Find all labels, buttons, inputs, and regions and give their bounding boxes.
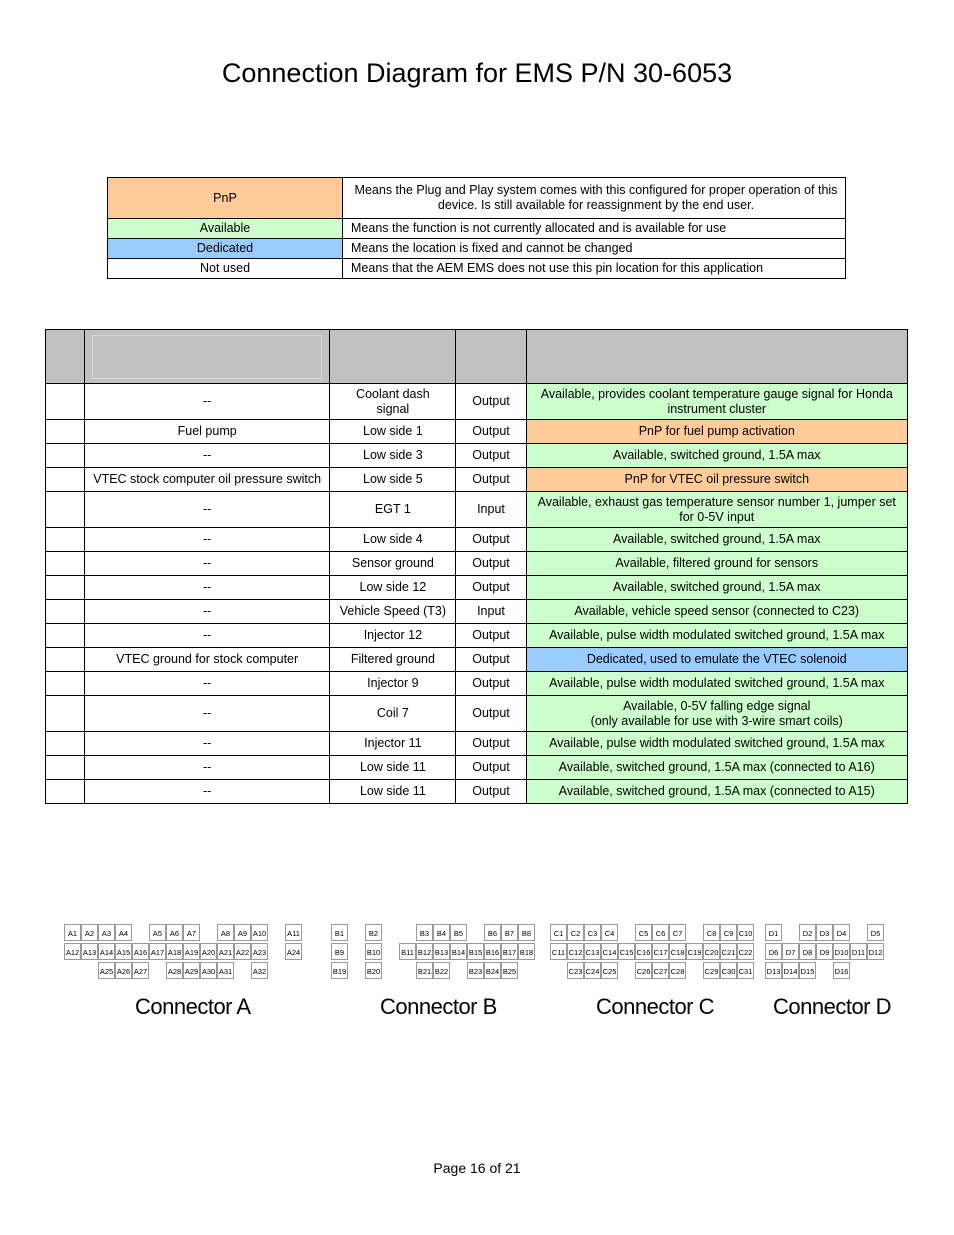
legend-label: Not used: [108, 259, 343, 279]
connector-pin: B22: [433, 962, 450, 979]
connector-pin: A4: [115, 924, 132, 941]
connector-b-row: [331, 943, 535, 960]
io-cell: Output: [456, 444, 526, 468]
stock-function-cell: VTEC stock computer oil pressure switch: [85, 468, 330, 492]
stock-function-cell: --: [85, 600, 330, 624]
connector-pin: [686, 924, 703, 941]
pin-cell: [46, 576, 85, 600]
io-cell: Output: [456, 468, 526, 492]
connector-pin: B9: [331, 943, 348, 960]
connector-pin: C25: [601, 962, 618, 979]
connector-pin: [399, 924, 416, 941]
connector-pin: C7: [669, 924, 686, 941]
stock-function-cell: --: [85, 780, 330, 804]
connector-pin: C19: [686, 943, 703, 960]
stock-function-cell: --: [85, 552, 330, 576]
table-row: [46, 780, 908, 804]
stock-function-cell: --: [85, 492, 330, 528]
connector-pin: B21: [416, 962, 433, 979]
stock-function-cell: Fuel pump: [85, 420, 330, 444]
table-header-row: [46, 330, 908, 384]
notes-cell: Available, exhaust gas temperature sensor number 1, jumper set for 0-5V input: [526, 492, 907, 528]
table-row: [46, 528, 908, 552]
legend-row: [108, 259, 846, 279]
table-row: [46, 492, 908, 528]
connector-pin: A23: [251, 943, 268, 960]
connector-pin: A32: [251, 962, 268, 979]
connector-pin: A16: [132, 943, 149, 960]
connector-pin: B5: [450, 924, 467, 941]
connector-pin: [348, 962, 365, 979]
ems-function-cell: Injector 12: [330, 624, 456, 648]
connector-pin: C14: [601, 943, 618, 960]
connector-pin: C15: [618, 943, 635, 960]
notes-cell: Available, 0-5V falling edge signal (only available for use with 3-wire smart coils): [526, 696, 907, 732]
connector-b-label: Connector B: [380, 994, 497, 1019]
connector-pin: A25: [98, 962, 115, 979]
pin-cell: [46, 420, 85, 444]
connector-pin: C11: [550, 943, 567, 960]
connector-pin: C21: [720, 943, 737, 960]
connector-c-row: [550, 962, 754, 979]
connector-pin: [268, 943, 285, 960]
connector-pin: D4: [833, 924, 850, 941]
connector-pin: A1: [64, 924, 81, 941]
connector-pin: [234, 962, 251, 979]
ems-function-cell: Vehicle Speed (T3): [330, 600, 456, 624]
legend-description: Means the function is not currently allocated and is available for use: [343, 219, 846, 239]
connector-pin: [268, 924, 285, 941]
connector-pin: C13: [584, 943, 601, 960]
connector-pin: C23: [567, 962, 584, 979]
connector-pin: A10: [251, 924, 268, 941]
notes-cell: Available, pulse width modulated switched ground, 1.5A max: [526, 624, 907, 648]
connector-pin: B10: [365, 943, 382, 960]
connector-pin: A24: [285, 943, 302, 960]
pin-cell: [46, 528, 85, 552]
pin-cell: [46, 780, 85, 804]
io-cell: Output: [456, 420, 526, 444]
connector-pin: [467, 924, 484, 941]
connector-pin: [149, 962, 166, 979]
header-cell: [330, 330, 456, 384]
connector-pin: C6: [652, 924, 669, 941]
connector-pin: D5: [867, 924, 884, 941]
connector-pin: B18: [518, 943, 535, 960]
connector-pin: [850, 962, 867, 979]
ems-function-cell: Low side 1: [330, 420, 456, 444]
ems-function-cell: Coil 7: [330, 696, 456, 732]
connector-pin: [382, 924, 399, 941]
connector-pin: C2: [567, 924, 584, 941]
stock-function-cell: --: [85, 624, 330, 648]
connector-pin: D15: [799, 962, 816, 979]
connector-pin: [618, 924, 635, 941]
connector-pin: A11: [285, 924, 302, 941]
connector-b-row: [331, 924, 535, 941]
connector-pin: [399, 962, 416, 979]
connector-pin: C3: [584, 924, 601, 941]
table-row: [46, 624, 908, 648]
connector-pin: [850, 924, 867, 941]
connector-pin: C16: [635, 943, 652, 960]
notes-cell: Available, provides coolant temperature gauge signal for Honda instrument cluster: [526, 384, 907, 420]
connector-d-row: [765, 962, 884, 979]
connector-pin: C17: [652, 943, 669, 960]
connector-pin: A31: [217, 962, 234, 979]
ems-function-cell: Injector 11: [330, 732, 456, 756]
header-cell: [85, 330, 330, 384]
stock-function-cell: --: [85, 576, 330, 600]
notes-cell: Dedicated, used to emulate the VTEC solenoid: [526, 648, 907, 672]
connector-pin: B25: [501, 962, 518, 979]
connector-pin: [132, 924, 149, 941]
connector-pin: D10: [833, 943, 850, 960]
connector-pin: [782, 924, 799, 941]
connector-d-row: [765, 943, 884, 960]
connector-c-row: [550, 924, 754, 941]
notes-cell: Available, switched ground, 1.5A max: [526, 528, 907, 552]
connector-pin: C12: [567, 943, 584, 960]
connector-pin: D8: [799, 943, 816, 960]
connector-pin: B15: [467, 943, 484, 960]
table-row: [46, 672, 908, 696]
connector-pin: [867, 962, 884, 979]
ems-function-cell: Low side 11: [330, 756, 456, 780]
notes-cell: Available, pulse width modulated switched ground, 1.5A max: [526, 732, 907, 756]
connector-pin: [64, 962, 81, 979]
notes-cell: Available, switched ground, 1.5A max: [526, 576, 907, 600]
pin-table: [45, 329, 908, 804]
connector-pin: [348, 924, 365, 941]
connector-pin: C5: [635, 924, 652, 941]
connector-pin: [518, 962, 535, 979]
ems-function-cell: Sensor ground: [330, 552, 456, 576]
page-title: Connection Diagram for EMS P/N 30-6053: [221, 58, 733, 88]
connector-pin: C24: [584, 962, 601, 979]
connector-pin: D6: [765, 943, 782, 960]
connector-pin: C20: [703, 943, 720, 960]
connector-pin: B20: [365, 962, 382, 979]
table-row: [46, 552, 908, 576]
ems-function-cell: Low side 12: [330, 576, 456, 600]
stock-function-cell: --: [85, 384, 330, 420]
connector-pin: C29: [703, 962, 720, 979]
legend-label: Available: [108, 219, 343, 239]
connector-pin: B12: [416, 943, 433, 960]
notes-cell: Available, switched ground, 1.5A max (connected to A16): [526, 756, 907, 780]
connector-a-label: Connector A: [135, 994, 251, 1019]
io-cell: Output: [456, 756, 526, 780]
connector-pin: A28: [166, 962, 183, 979]
ems-function-cell: EGT 1: [330, 492, 456, 528]
pin-cell: [46, 600, 85, 624]
notes-cell: Available, vehicle speed sensor (connected to C23): [526, 600, 907, 624]
connector-pin: A22: [234, 943, 251, 960]
connector-pin: A17: [149, 943, 166, 960]
table-row: [46, 756, 908, 780]
header-cell: [46, 330, 85, 384]
connector-pin: D13: [765, 962, 782, 979]
connector-c-row: [550, 943, 754, 960]
connector-pin: B19: [331, 962, 348, 979]
io-cell: Output: [456, 528, 526, 552]
ems-function-cell: Injector 9: [330, 672, 456, 696]
connector-pin: B8: [518, 924, 535, 941]
connector-pin: C27: [652, 962, 669, 979]
connector-pin: A29: [183, 962, 200, 979]
legend-label: PnP: [108, 178, 343, 219]
connector-pin: C4: [601, 924, 618, 941]
pin-cell: [46, 552, 85, 576]
connector-pin: [686, 962, 703, 979]
pin-cell: [46, 648, 85, 672]
table-row: [46, 696, 908, 732]
connector-pin: A3: [98, 924, 115, 941]
connector-pin: A7: [183, 924, 200, 941]
connector-pin: C8: [703, 924, 720, 941]
connector-pin: C26: [635, 962, 652, 979]
connector-d-label: Connector D: [773, 994, 892, 1019]
connector-pin: A19: [183, 943, 200, 960]
connector-pin: A20: [200, 943, 217, 960]
connector-pin: B16: [484, 943, 501, 960]
connector-pin: B4: [433, 924, 450, 941]
io-cell: Output: [456, 648, 526, 672]
connector-pin: C1: [550, 924, 567, 941]
connector-pin: A9: [234, 924, 251, 941]
connector-pin: C22: [737, 943, 754, 960]
connector-pin: B3: [416, 924, 433, 941]
io-cell: Output: [456, 696, 526, 732]
connector-b-row: [331, 962, 535, 979]
connector-pin: A30: [200, 962, 217, 979]
connector-pin: A14: [98, 943, 115, 960]
connector-pin: D16: [833, 962, 850, 979]
notes-cell: Available, switched ground, 1.5A max: [526, 444, 907, 468]
io-cell: Output: [456, 384, 526, 420]
pin-cell: [46, 756, 85, 780]
connector-pin: D11: [850, 943, 867, 960]
connector-pin: B23: [467, 962, 484, 979]
io-cell: Output: [456, 552, 526, 576]
connector-pin: [285, 962, 302, 979]
connector-pin: A26: [115, 962, 132, 979]
connector-pin: D9: [816, 943, 833, 960]
legend-row: [108, 178, 846, 219]
pin-cell: [46, 468, 85, 492]
legend-row: [108, 239, 846, 259]
table-row: [46, 444, 908, 468]
connector-pin: [450, 962, 467, 979]
notes-cell: Available, filtered ground for sensors: [526, 552, 907, 576]
ems-function-cell: Low side 5: [330, 468, 456, 492]
connector-pin: A15: [115, 943, 132, 960]
pin-cell: [46, 672, 85, 696]
connector-pin: [268, 962, 285, 979]
legend-table: [107, 177, 846, 279]
connector-pin: C28: [669, 962, 686, 979]
legend-description: Means the Plug and Play system comes with this configured for proper operation of this device. Is still available for reassignment by the end user.: [343, 178, 846, 219]
table-row: [46, 468, 908, 492]
connector-pin: D12: [867, 943, 884, 960]
ems-function-cell: Low side 3: [330, 444, 456, 468]
stock-function-cell: --: [85, 528, 330, 552]
connector-pin: D1: [765, 924, 782, 941]
ems-function-cell: Filtered ground: [330, 648, 456, 672]
connector-pin: [550, 962, 567, 979]
connector-pin: C18: [669, 943, 686, 960]
pin-cell: [46, 444, 85, 468]
connector-pin: B1: [331, 924, 348, 941]
header-cell: [526, 330, 907, 384]
stock-function-cell: --: [85, 732, 330, 756]
connector-pin: B24: [484, 962, 501, 979]
connector-pin: [816, 962, 833, 979]
connector-pin: D7: [782, 943, 799, 960]
notes-cell: PnP for fuel pump activation: [526, 420, 907, 444]
connector-pin: [382, 943, 399, 960]
connector-pin: A13: [81, 943, 98, 960]
page-number: Page 16 of 21: [433, 1160, 521, 1176]
ems-function-cell: Low side 11: [330, 780, 456, 804]
pin-cell: [46, 492, 85, 528]
legend-description: Means the location is fixed and cannot be changed: [343, 239, 846, 259]
connector-pin: A21: [217, 943, 234, 960]
legend-row: [108, 219, 846, 239]
connector-pin: A6: [166, 924, 183, 941]
notes-cell: Available, pulse width modulated switched ground, 1.5A max: [526, 672, 907, 696]
connector-pin: [200, 924, 217, 941]
pin-cell: [46, 624, 85, 648]
connector-pin: D14: [782, 962, 799, 979]
io-cell: Input: [456, 600, 526, 624]
stock-function-cell: --: [85, 696, 330, 732]
connector-pin: C10: [737, 924, 754, 941]
connector-pin: C31: [737, 962, 754, 979]
pin-cell: [46, 732, 85, 756]
header-cell: [456, 330, 526, 384]
connector-pin: B6: [484, 924, 501, 941]
connector-c-label: Connector C: [596, 994, 715, 1019]
stock-function-cell: --: [85, 444, 330, 468]
io-cell: Output: [456, 672, 526, 696]
ems-function-cell: Low side 4: [330, 528, 456, 552]
table-row: [46, 600, 908, 624]
connector-pin: A27: [132, 962, 149, 979]
connector-pin: B13: [433, 943, 450, 960]
connector-pin: B17: [501, 943, 518, 960]
connector-pin: [618, 962, 635, 979]
connector-pin: B2: [365, 924, 382, 941]
connector-pin: [348, 943, 365, 960]
table-row: [46, 420, 908, 444]
io-cell: Output: [456, 576, 526, 600]
connector-pin: A8: [217, 924, 234, 941]
connector-pin: D3: [816, 924, 833, 941]
connector-a-row: [64, 924, 302, 941]
io-cell: Output: [456, 624, 526, 648]
connector-d-row: [765, 924, 884, 941]
connector-pin: A12: [64, 943, 81, 960]
table-row: [46, 648, 908, 672]
connector-pin: A2: [81, 924, 98, 941]
connector-pin: C9: [720, 924, 737, 941]
connector-pin: B11: [399, 943, 416, 960]
notes-cell: PnP for VTEC oil pressure switch: [526, 468, 907, 492]
table-row: [46, 732, 908, 756]
notes-cell: Available, switched ground, 1.5A max (connected to A15): [526, 780, 907, 804]
table-row: [46, 576, 908, 600]
pin-cell: [46, 384, 85, 420]
table-row: [46, 384, 908, 420]
io-cell: Input: [456, 492, 526, 528]
io-cell: Output: [456, 732, 526, 756]
connector-a-row: [64, 962, 302, 979]
connector-pin: B14: [450, 943, 467, 960]
connector-a-row: [64, 943, 302, 960]
connector-pin: A5: [149, 924, 166, 941]
connector-pin: C30: [720, 962, 737, 979]
ems-function-cell: Coolant dash signal: [330, 384, 456, 420]
connector-pin: D2: [799, 924, 816, 941]
stock-function-cell: VTEC ground for stock computer: [85, 648, 330, 672]
pin-cell: [46, 696, 85, 732]
connector-pin: [81, 962, 98, 979]
connector-pin: [382, 962, 399, 979]
io-cell: Output: [456, 780, 526, 804]
stock-function-cell: --: [85, 756, 330, 780]
stock-function-cell: --: [85, 672, 330, 696]
legend-description: Means that the AEM EMS does not use this pin location for this application: [343, 259, 846, 279]
connector-pin: B7: [501, 924, 518, 941]
connector-pin: A18: [166, 943, 183, 960]
legend-label: Dedicated: [108, 239, 343, 259]
